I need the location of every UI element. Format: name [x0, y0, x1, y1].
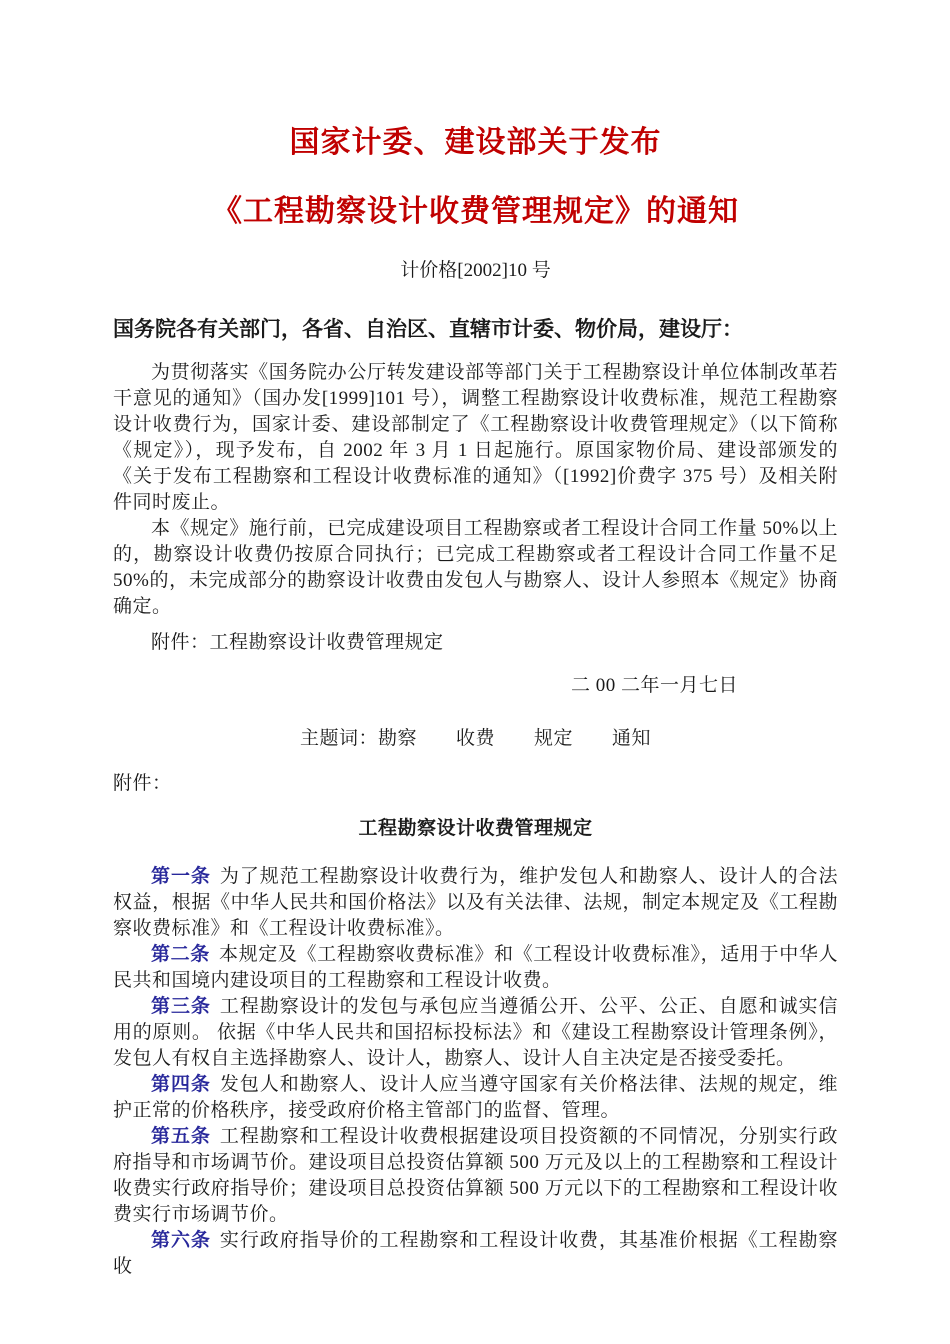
attachment-label: 附件：	[113, 773, 172, 794]
notice-paragraph: 本《规定》施行前，已完成建设项目工程勘察或者工程设计合同工作量 50%以上的，勘察设计收费仍按原合同执行；已完成工程勘察或者工程设计合同工作量不足 50%的，未完成部分的勘察设计收费由发包人与勘察人、设计人参照本《规定》协商确定。	[113, 518, 838, 617]
article-paragraph	[113, 942, 838, 994]
article-text: 工程勘察设计的发包与承包应当遵循公开、公平、公正、自愿和诚实信用的原则。 依据《中华人民共和国招标投标法》和《建设工程勘察设计管理条例》，发包人有权自主选择勘察人、设计人，勘察人、设计人自主决定是否接受委托。	[113, 996, 838, 1069]
document-title-line-2: 《工程勘察设计收费管理规定》的通知	[212, 195, 739, 228]
notice-body	[113, 360, 838, 620]
article-paragraph	[113, 864, 838, 942]
article-paragraph	[113, 994, 838, 1072]
article-number: 第四条	[151, 1074, 211, 1095]
regulation-articles	[113, 864, 838, 1280]
salutation-line: 国务院各有关部门，各省、自治区、直辖市计委、物价局，建设厅：	[113, 317, 743, 341]
article-text: 工程勘察和工程设计收费根据建设项目投资额的不同情况，分别实行政府指导和市场调节价。建设项目总投资估算额 500 万元及以上的工程勘察和工程设计收费实行政府指导价；建设项目总投资估算额 500 万元以下的工程勘察和工程设计收费实行市场调节价。	[113, 1126, 838, 1225]
article-number: 第三条	[151, 996, 211, 1017]
document-title-line-1: 国家计委、建设部关于发布	[289, 126, 662, 159]
issue-date: 二 00 二年一月七日	[570, 675, 738, 696]
subject-keywords-line: 主题词：勘察 收费 规定 通知	[299, 728, 651, 749]
document-number: 计价格[2002]10 号	[400, 260, 551, 281]
article-number: 第六条	[151, 1230, 211, 1251]
notice-paragraph: 为贯彻落实《国务院办公厅转发建设部等部门关于工程勘察设计单位体制改革若干意见的通知》（国办发[1999]101 号），调整工程勘察设计收费标准，规范工程勘察设计收费行为，国家计委、建设部制定了《工程勘察设计收费管理规定》（以下简称《规定》），现予发布，自 2002 年 3 月 1 日起施行。原国家物价局、建设部颁发的《关于发布工程勘察和工程设计收费标准的通知》（[1992]价费字 375 号）及相关附件同时废止。	[113, 362, 838, 513]
article-number: 第一条	[151, 866, 211, 887]
article-text: 发包人和勘察人、设计人应当遵守国家有关价格法律、法规的规定，维护正常的价格秩序，接受政府价格主管部门的监督、管理。	[113, 1074, 838, 1121]
regulation-title: 工程勘察设计收费管理规定	[358, 818, 593, 839]
article-paragraph	[113, 1124, 838, 1228]
article-text: 本规定及《工程勘察收费标准》和《工程设计收费标准》，适用于中华人民共和国境内建设项目的工程勘察和工程设计收费。	[113, 944, 838, 991]
article-text: 为了规范工程勘察设计收费行为，维护发包人和勘察人、设计人的合法权益，根据《中华人民共和国价格法》以及有关法律、法规，制定本规定及《工程勘察收费标准》和《工程设计收费标准》。	[113, 866, 838, 939]
article-number: 第二条	[151, 944, 210, 965]
article-number: 第五条	[151, 1126, 211, 1147]
article-text: 实行政府指导价的工程勘察和工程设计收费，其基准价根据《工程勘察收	[113, 1230, 838, 1277]
attachment-reference-line: 附件：工程勘察设计收费管理规定	[151, 632, 444, 653]
article-paragraph	[113, 1072, 838, 1124]
article-paragraph	[113, 1228, 838, 1280]
